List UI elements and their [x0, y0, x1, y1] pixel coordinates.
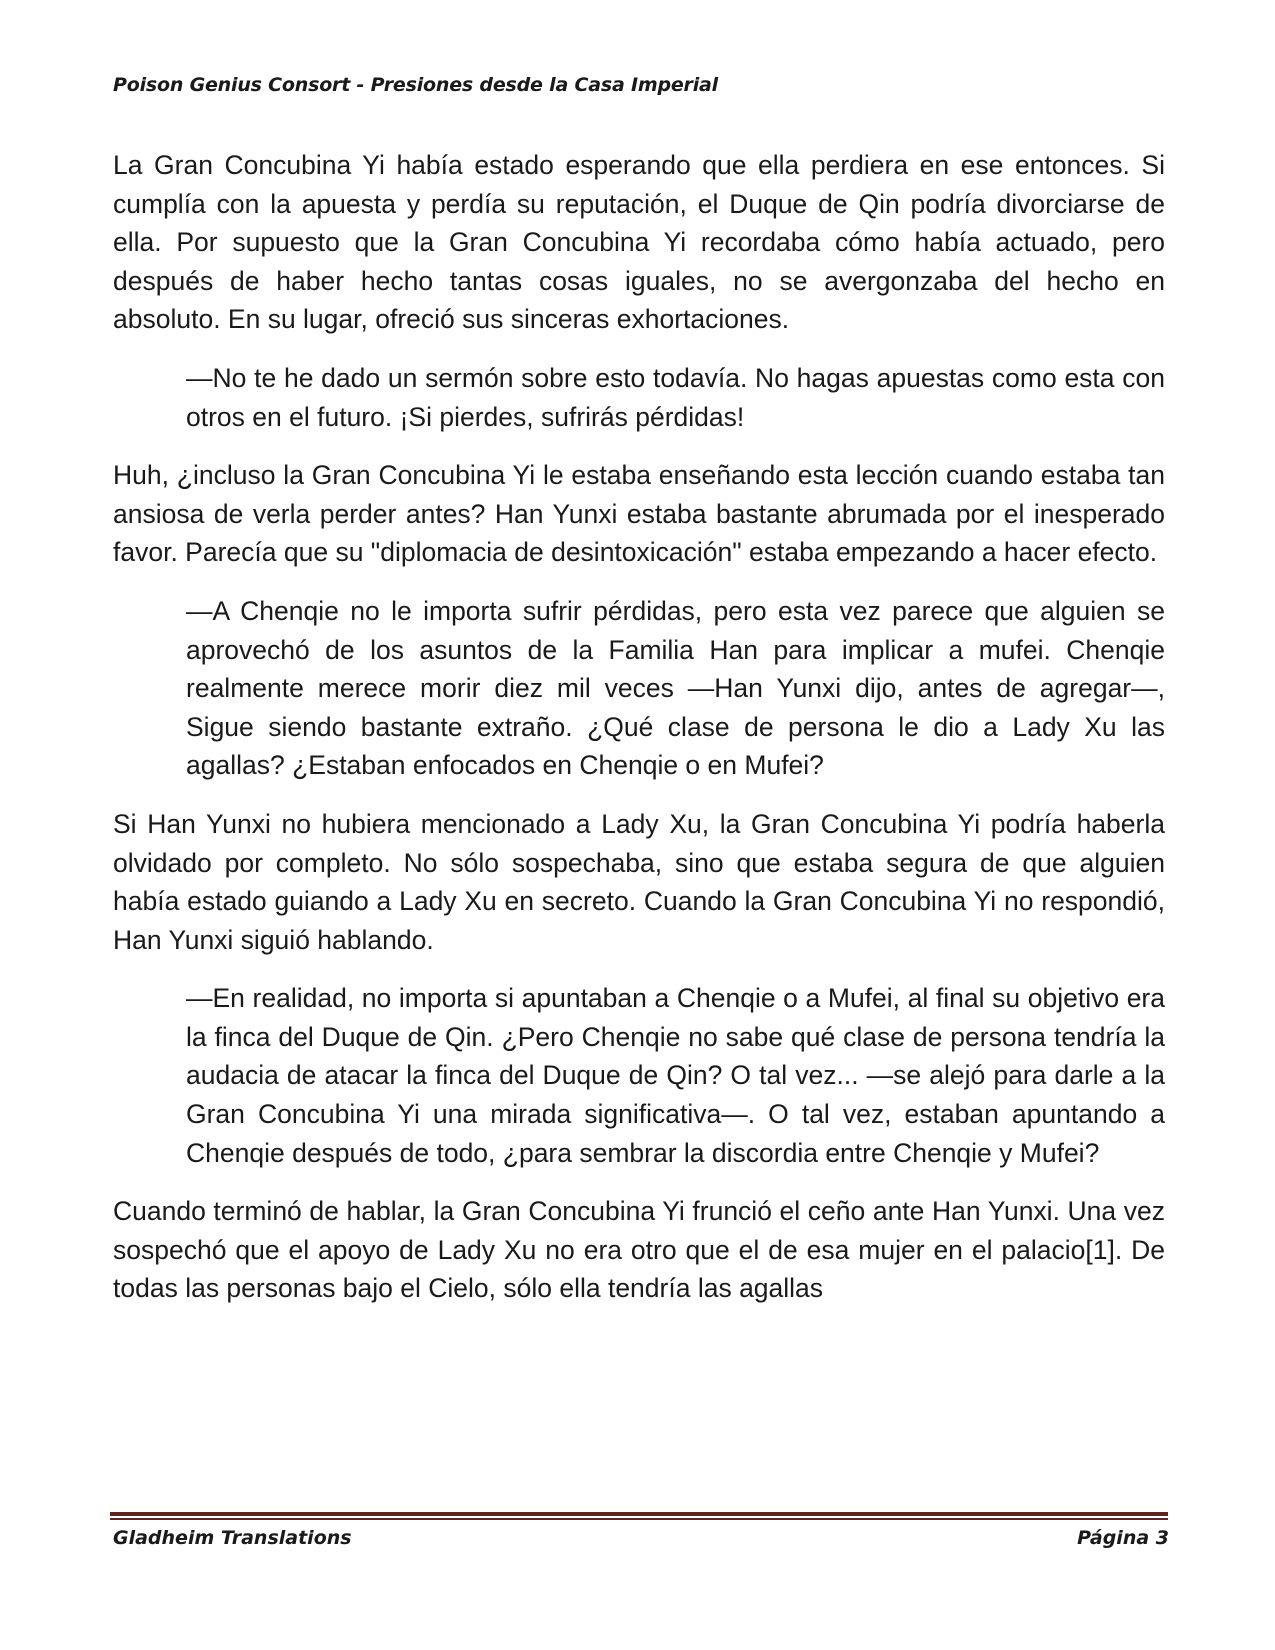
dialogue-paragraph-1: —No te he dado un sermón sobre esto todavía. No hagas apuestas como esta con otros en el futuro. ¡Si pierdes, sufrirás pérdidas!	[186, 362, 1165, 432]
running-header-title: Poison Genius Consort - Presiones desde la Casa Imperial	[113, 74, 718, 96]
document-body	[113, 146, 1165, 1328]
footer-divider	[110, 1512, 1168, 1520]
footer-divider-thin	[110, 1518, 1168, 1520]
footer-divider-thick	[110, 1512, 1168, 1516]
dialogue-paragraph-3: —En realidad, no importa si apuntaban a Chenqie o a Mufei, al final su objetivo era la finca del Duque de Qin. ¿Pero Chenqie no sabe qué clase de persona tendría la audacia de atacar la finca del Duque de Qin? O tal vez... —se alejó para darle a la Gran Concubina Yi una mirada significativa—. O tal vez, estaban apuntando a Chenqie después de todo, ¿para sembrar la discordia entre Chenqie y Mufei?	[186, 983, 1165, 1168]
footer-publisher: Gladheim Translations	[113, 1527, 352, 1549]
footer-page-number: Página 3	[1077, 1527, 1169, 1549]
body-paragraph-4: Cuando terminó de hablar, la Gran Concubina Yi frunció el ceño ante Han Yunxi. Una vez sospechó que el apoyo de Lady Xu no era otro que el de esa mujer en el palacio[1]. De todas las personas bajo el Cielo, sólo ella tendría las agallas	[113, 1196, 1165, 1304]
body-paragraph-2: Huh, ¿incluso la Gran Concubina Yi le estaba enseñando esta lección cuando estaba tan ansiosa de verla perder antes? Han Yunxi estaba bastante abrumada por el inesperado favor. Parecía que su "diplomacia de desintoxicación" estaba empezando a hacer efecto.	[113, 460, 1165, 568]
body-paragraph-3: Si Han Yunxi no hubiera mencionado a Lady Xu, la Gran Concubina Yi podría haberla olvidado por completo. No sólo sospechaba, sino que estaba segura de que alguien había estado guiando a Lady Xu en secreto. Cuando la Gran Concubina Yi no respondió, Han Yunxi siguió hablando.	[113, 808, 1165, 955]
dialogue-paragraph-2: —A Chenqie no le importa sufrir pérdidas, pero esta vez parece que alguien se aprovechó de los asuntos de la Familia Han para implicar a mufei. Chenqie realmente merece morir diez mil veces —Han Yunxi dijo, antes de agregar—, Sigue siendo bastante extraño. ¿Qué clase de persona le dio a Lady Xu las agallas? ¿Estaban enfocados en Chenqie o en Mufei?	[186, 595, 1165, 781]
body-paragraph-1: La Gran Concubina Yi había estado esperando que ella perdiera en ese entonces. Si cumplía con la apuesta y perdía su reputación, el Duque de Qin podría divorciarse de ella. Por supuesto que la Gran Concubina Yi recordaba cómo había actuado, pero después de haber hecho tantas cosas iguales, no se avergonzaba del hecho en absoluto. En su lugar, ofreció sus sinceras exhortaciones.	[113, 150, 1165, 335]
